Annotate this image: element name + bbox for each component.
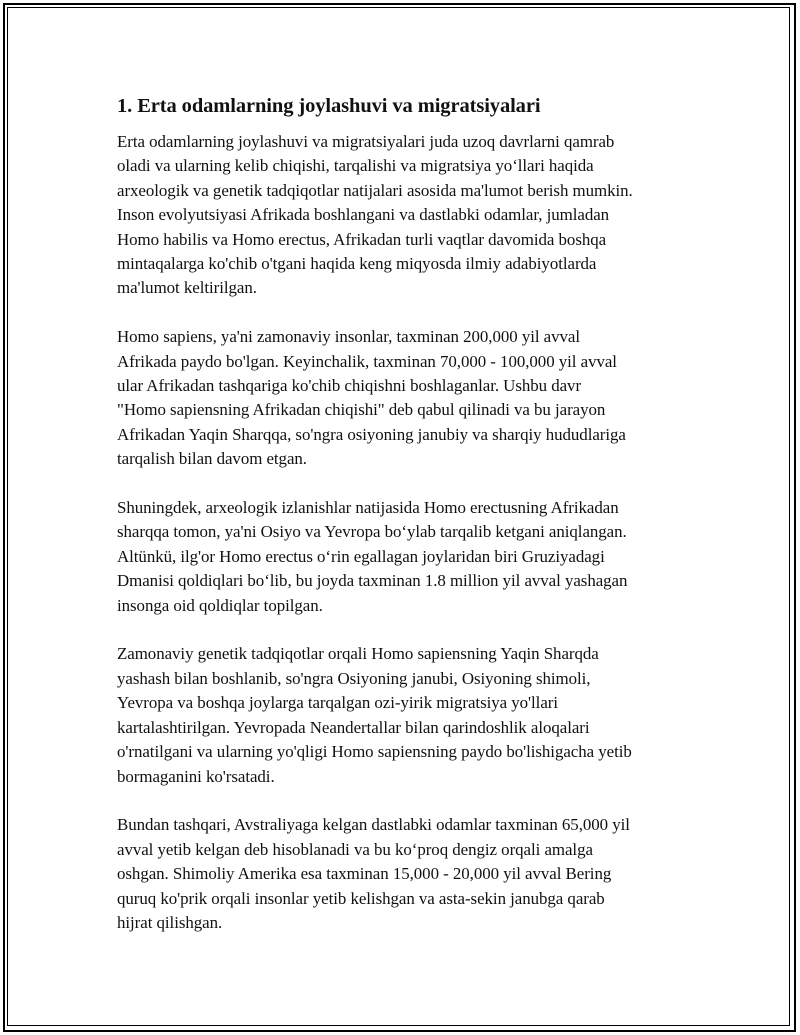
text-line: hijrat qilishgan. bbox=[117, 912, 223, 932]
text-line: mintaqalarga ko'chib o'tgani haqida keng miqyosda ilmiy adabiyotlarda bbox=[117, 254, 597, 274]
text-line: insonga oid qoldiqlar topilgan. bbox=[117, 595, 323, 615]
paragraph-5 bbox=[117, 813, 697, 935]
text-line: Inson evolyutsiyasi Afrikada boshlangani va dastlabki odamlar, jumladan bbox=[117, 205, 610, 225]
text-line: sharqqa tomon, ya'ni Osiyo va Yevropa bo‘ylab tarqalib ketgani aniqlangan. bbox=[117, 522, 627, 542]
text-line: Zamonaviy genetik tadqiqotlar orqali Homo sapiensning Yaqin Sharqda bbox=[117, 644, 599, 664]
text-line: avval yetib kelgan deb hisoblanadi va bu ko‘proq dengiz orqali amalga bbox=[117, 839, 593, 859]
text-line: o'rnatilgani va ularning yo'qligi Homo sapiensning paydo bo'lishigacha yetib bbox=[117, 742, 632, 762]
text-line: kartalashtirilgan. Yevropada Neandertallar bilan qarindoshlik aloqalari bbox=[117, 717, 590, 737]
text-line: bormaganini ko'rsatadi. bbox=[117, 766, 275, 786]
text-line: Yevropa va boshqa joylarga tarqalgan ozi-yirik migratsiya yo'llari bbox=[117, 693, 558, 713]
text-line: oladi va ularning kelib chiqishi, tarqalishi va migratsiya yo‘llari haqida bbox=[117, 156, 594, 176]
paragraph-4 bbox=[117, 642, 697, 788]
text-line: ular Afrikadan tashqariga ko'chib chiqishni boshlaganlar. Ushbu davr bbox=[117, 376, 582, 396]
text-line: ma'lumot keltirilgan. bbox=[117, 278, 257, 298]
text-line: oshgan. Shimoliy Amerika esa taxminan 15,000 - 20,000 yil avval Bering bbox=[117, 864, 612, 884]
text-line: Afrikadan Yaqin Sharqqa, so'ngra osiyoning janubiy va sharqiy hududlariga bbox=[117, 424, 626, 444]
text-line: Shuningdek, arxeologik izlanishlar natijasida Homo erectusning Afrikadan bbox=[117, 498, 619, 518]
text-line: "Homo sapiensning Afrikadan chiqishi" deb qabul qilinadi va bu jarayon bbox=[117, 400, 606, 420]
text-line: Afrikada paydo bo'lgan. Keyinchalik, taxminan 70,000 - 100,000 yil avval bbox=[117, 351, 617, 371]
paragraph-1 bbox=[117, 130, 697, 301]
text-line: Dmanisi qoldiqlari bo‘lib, bu joyda taxminan 1.8 million yil avval yashagan bbox=[117, 571, 628, 591]
text-line: Homo sapiens, ya'ni zamonaviy insonlar, taxminan 200,000 yil avval bbox=[117, 327, 580, 347]
text-line: tarqalish bilan davom etgan. bbox=[117, 449, 307, 469]
paragraph-2 bbox=[117, 325, 697, 471]
text-line: Altünkü, ilg'or Homo erectus o‘rin egallagan joylaridan biri Gruziyadagi bbox=[117, 546, 605, 566]
text-line: Homo habilis va Homo erectus, Afrikadan turli vaqtlar davomida boshqa bbox=[117, 229, 607, 249]
paragraph-3 bbox=[117, 496, 697, 618]
section-heading: 1. Erta odamlarning joylashuvi va migratsiyalari bbox=[117, 95, 541, 117]
text-line: arxeologik va genetik tadqiqotlar natijalari asosida ma'lumot berish mumkin. bbox=[117, 180, 633, 200]
document-page bbox=[117, 92, 697, 960]
text-line: quruq ko'prik orqali insonlar yetib kelishgan va asta-sekin janubga qarab bbox=[117, 888, 605, 908]
text-line: Bundan tashqari, Avstraliyaga kelgan dastlabki odamlar taxminan 65,000 yil bbox=[117, 815, 630, 835]
text-line: Erta odamlarning joylashuvi va migratsiyalari juda uzoq davrlarni qamrab bbox=[117, 132, 615, 151]
text-line: yashash bilan boshlanib, so'ngra Osiyoning janubi, Osiyoning shimoli, bbox=[117, 668, 591, 688]
